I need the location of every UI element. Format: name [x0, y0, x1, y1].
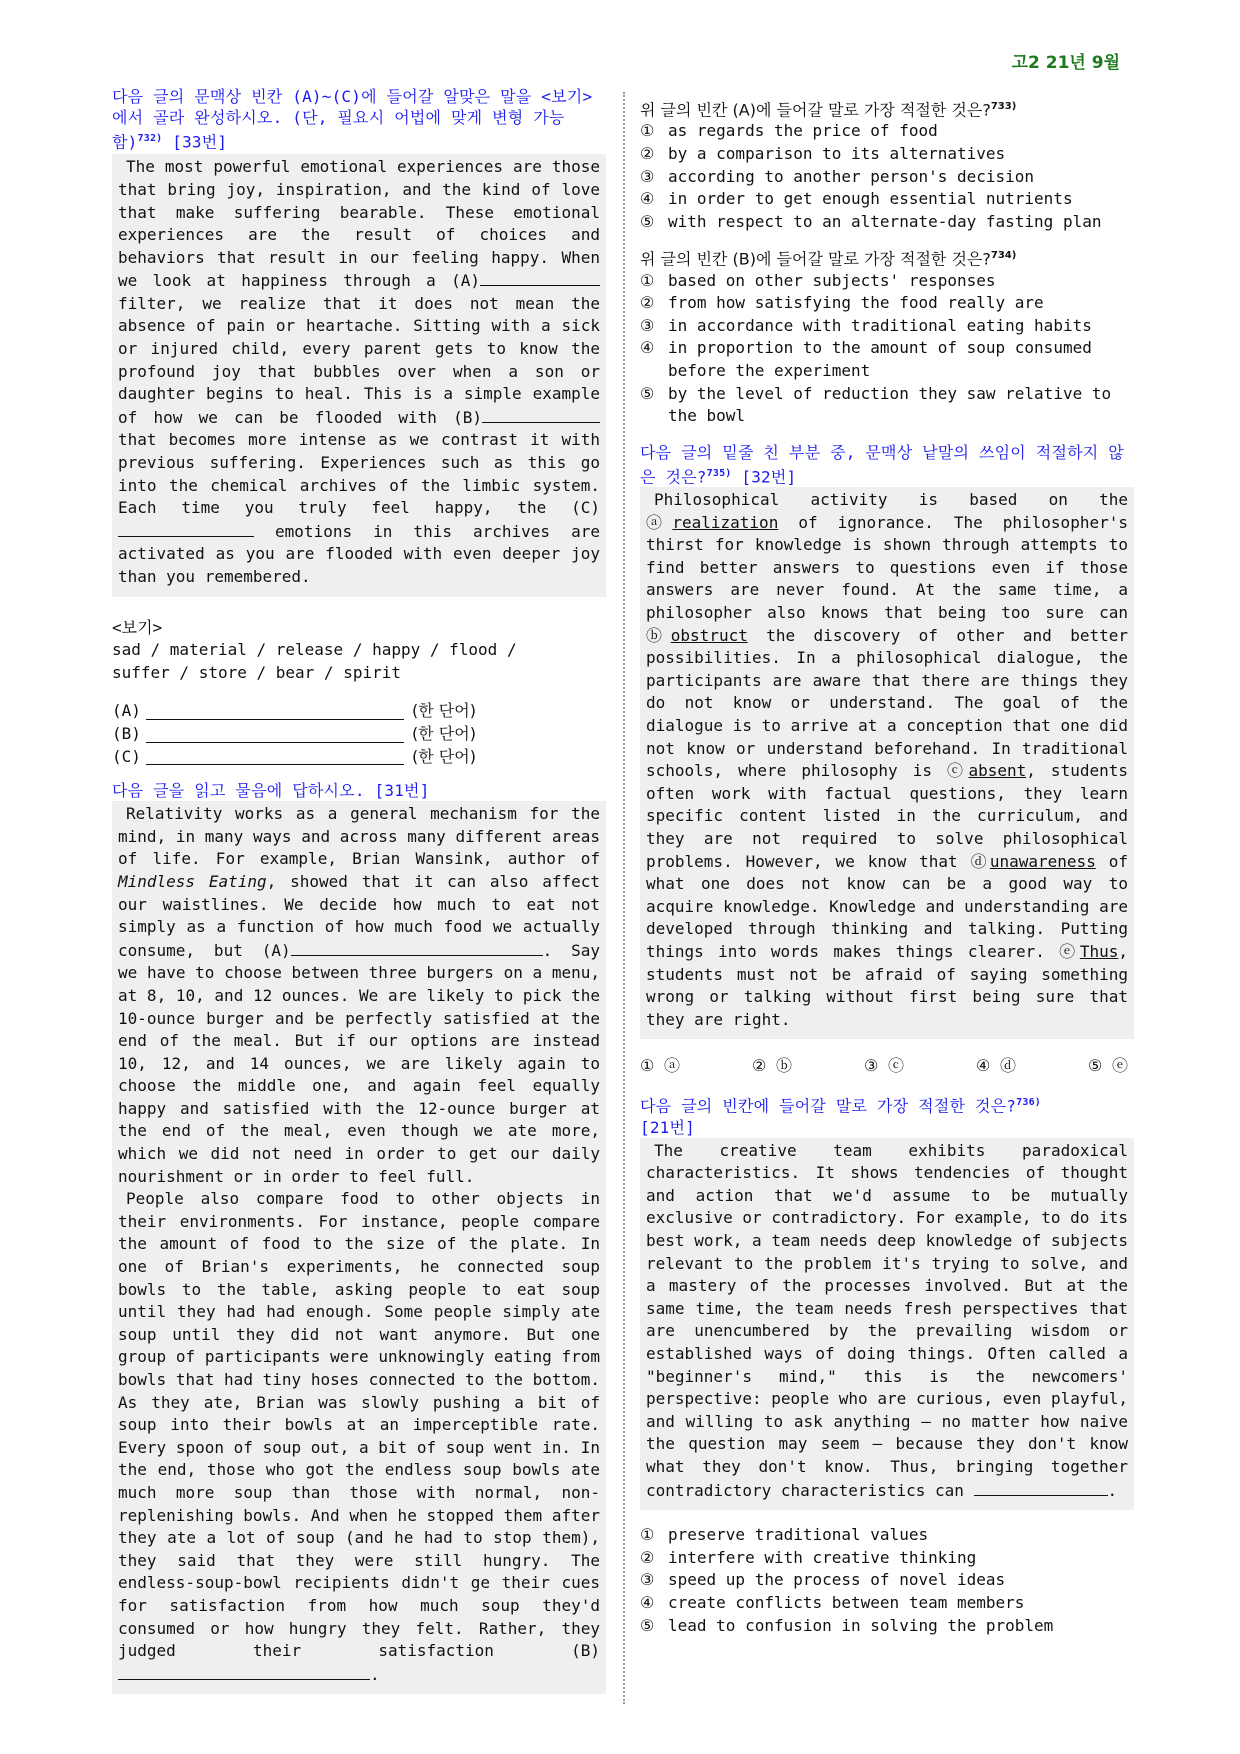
- option-mark: ④: [640, 189, 655, 209]
- option-text: in order to get enough essential nutrients: [668, 189, 1073, 209]
- q31-passage: [112, 801, 606, 1694]
- q734-title: [640, 245, 1134, 269]
- option[interactable]: [640, 1592, 1134, 1615]
- option-text: as regards the price of food: [668, 121, 938, 141]
- q732-text-4: emotions in this archives are activated as you are flooded with even deeper joy than you remembered.: [118, 521, 600, 587]
- option-text: preserve traditional values: [668, 1525, 929, 1545]
- option[interactable]: [640, 143, 1134, 166]
- q31-tag: [31번]: [374, 781, 430, 801]
- underlined-word-d: unawareness: [989, 851, 1096, 871]
- option-text: in accordance with traditional eating habits: [668, 315, 1092, 335]
- option[interactable]: [640, 166, 1134, 189]
- q733-options: [640, 120, 1134, 233]
- option[interactable]: [640, 1547, 1134, 1570]
- q736-tag: [21번]: [640, 1117, 695, 1137]
- underlined-word-a: realization: [672, 512, 779, 532]
- option-mark: ②: [640, 1547, 655, 1567]
- q732-text-2: filter, we realize that it does not mean the absence of pain or heartache. Sitting with a sick or injured child, every parent gets to know the profound joy that bubbles over when a son or daughter begins to heal. This is a simple example of how we can be flooded with (B): [118, 293, 600, 427]
- option-text: interfere with creative thinking: [668, 1547, 977, 1567]
- underlined-word-c: absent: [968, 761, 1027, 781]
- answer-line-b: [112, 723, 606, 746]
- option-text: according to another person's decision: [668, 166, 1035, 186]
- blank-a: [291, 939, 543, 956]
- option[interactable]: [640, 270, 1134, 293]
- blank-b: [482, 406, 600, 423]
- word-box-words-2: suffer / store / bear / spirit: [112, 662, 401, 682]
- q735-text-5: of what one does not know can be a good way to acquire knowledge. Knowledge and understanding are developed through thinking and talking. Putting things into words makes things clearer. ⓔ: [646, 851, 1128, 961]
- answer-note: (한 단어): [412, 723, 476, 743]
- option-mark: ④: [640, 1592, 655, 1612]
- column-divider: [623, 92, 625, 1704]
- right-column: [640, 96, 1134, 1637]
- q736-title: [640, 1092, 1134, 1137]
- q736-text-end: .: [1107, 1480, 1118, 1500]
- choice-3[interactable]: ③ ⓒ: [864, 1056, 904, 1076]
- answer-line-a: [112, 700, 606, 723]
- choice-2[interactable]: ② ⓑ: [752, 1056, 792, 1076]
- word-box-label: <보기>: [112, 617, 163, 637]
- option[interactable]: [640, 337, 1134, 382]
- option-mark: ②: [640, 293, 655, 313]
- q735-text-4: , students often work with factual questions, they learn specific content listed in the curriculum, and they are not required to solve philosophical problems. However, we know that ⓓ: [646, 761, 1128, 871]
- option[interactable]: [640, 1569, 1134, 1592]
- choice-4[interactable]: ④ ⓓ: [976, 1056, 1016, 1076]
- choice-5[interactable]: ⑤ ⓔ: [1088, 1056, 1128, 1076]
- q31-text-end: .: [370, 1664, 380, 1684]
- option-text: with respect to an alternate-day fasting plan: [668, 211, 1102, 231]
- option-text: speed up the process of novel ideas: [668, 1570, 1006, 1590]
- answer-label: (A): [112, 701, 141, 721]
- underlined-word-e: Thus: [1079, 941, 1119, 961]
- q735-number: 735): [706, 467, 732, 479]
- option-mark: ⑤: [640, 383, 655, 403]
- left-column: [112, 86, 606, 1694]
- q31-text-2: , showed that it can also affect our waistlines. We decide how much to eat not simply as a function of how much food we actually consume, but (A): [118, 871, 600, 960]
- q735-passage: [640, 487, 1134, 1039]
- word-box-words-1: sad / material / release / happy / flood /: [112, 640, 517, 660]
- option-mark: ⑤: [640, 1615, 655, 1635]
- blank: [974, 1479, 1108, 1496]
- answer-note: (한 단어): [412, 701, 476, 721]
- option[interactable]: [640, 211, 1134, 234]
- option-mark: ①: [640, 1525, 655, 1545]
- q734-options: [640, 270, 1134, 428]
- q732-text-3: that becomes more intense as we contrast it with previous suffering. Experiences such as this go into the chemical archives of the limbic system. Each time you truly feel happy, the (C): [118, 430, 600, 518]
- q732-tag: [33번]: [172, 132, 228, 152]
- q734-title-text: 위 글의 빈칸 (B)에 들어갈 말로 가장 적절한 것은?: [640, 249, 991, 269]
- q732-passage: [112, 154, 606, 596]
- q732-title: [112, 86, 606, 152]
- option[interactable]: [640, 120, 1134, 143]
- answer-blank[interactable]: [146, 748, 404, 765]
- answer-blank[interactable]: [146, 703, 404, 720]
- q31-text-1: Relativity works as a general mechanism for the mind, in many ways and across many different areas of life. For example, Brian Wansink, author of: [118, 804, 600, 869]
- option[interactable]: [640, 1524, 1134, 1547]
- option-text: from how satisfying the food really are: [668, 293, 1044, 313]
- blank-c: [118, 520, 254, 537]
- option[interactable]: [640, 383, 1134, 428]
- option-mark: ③: [640, 315, 655, 335]
- option-mark: ③: [640, 166, 655, 186]
- option-mark: ①: [640, 270, 655, 290]
- answer-note: (한 단어): [412, 746, 476, 766]
- q734-number: 734): [990, 250, 1017, 262]
- option-text: lead to confusion in solving the problem: [668, 1615, 1054, 1635]
- q735-tag: [32번]: [741, 467, 797, 487]
- blank-b: [118, 1663, 370, 1680]
- answer-label: (B): [112, 723, 141, 743]
- answer-blank[interactable]: [146, 726, 404, 743]
- option-text: in proportion to the amount of soup consumed before the experiment: [668, 338, 1092, 380]
- q31-title-text: 다음 글을 읽고 물음에 답하시오.: [112, 781, 365, 801]
- choice-1[interactable]: ① ⓐ: [640, 1056, 680, 1076]
- option[interactable]: [640, 315, 1134, 338]
- option[interactable]: [640, 1615, 1134, 1638]
- option-mark: ①: [640, 121, 655, 141]
- option-mark: ③: [640, 1570, 655, 1590]
- q736-number: 736): [1016, 1097, 1042, 1109]
- q735-title-text: 다음 글의 밑줄 친 부분 중, 문맥상 낱말의 쓰임이 적절하지 않은 것은?: [640, 442, 1124, 487]
- option[interactable]: [640, 188, 1134, 211]
- q736-text: The creative team exhibits paradoxical characteristics. It shows tendencies of thought and action that we'd assume to be mutually exclusive or contradictory. For example, to do its best work, a team needs deep knowledge of subjects relevant to the problem it's trying to solve, and a mastery of the processes involved. But at the same time, the team needs fresh perspectives that are unencumbered by the prevailing wisdom or established ways of doing things. Often called a "beginner's mind," this is the newcomers' perspective: people who are curious, even playful, and willing to ask anything — no matter how naive the question may seem — because they don't know what they don't know. Thus, bringing together contradictory characteristics can: [646, 1140, 1128, 1500]
- option-text: by a comparison to its alternatives: [668, 143, 1006, 163]
- q31-title: [112, 780, 606, 801]
- exam-header-label: 고2 21년 9월: [1011, 53, 1120, 73]
- q735-text-2: of ignorance. The philosopher's thirst for knowledge is shown through attempts to find better answers to questions even if those answers are never found. At the same time, a philosopher also knows that being too sure can ⓑ: [646, 512, 1128, 645]
- q735-text-1: Philosophical activity is based on the ⓐ: [646, 490, 1128, 532]
- q732-text-1: The most powerful emotional experiences are those that bring joy, inspiration, and the kind of love that make suffering bearable. These emotional experiences are the result of choices and behaviors that result in our feeling happy. When we look at happiness through a (A): [118, 157, 600, 291]
- option-mark: ⑤: [640, 211, 655, 231]
- q736-options: [640, 1524, 1134, 1637]
- underlined-word-b: obstruct: [670, 625, 748, 645]
- q732-number: 732): [137, 133, 163, 144]
- q735-text-3: the discovery of other and better possibilities. In a philosophical dialogue, the participants are aware that there are things they do not know or understand. The goal of the dialogue is to arrive at a conception that one did not know or understand beforehand. In traditional schools, where philosophy is ⓒ: [646, 625, 1128, 781]
- book-title: Mindless Eating: [118, 871, 267, 891]
- q735-text-6: , students must not be afraid of saying something wrong or talking without first being sure that they are right.: [646, 941, 1128, 1029]
- option-mark: ②: [640, 143, 655, 163]
- q31-text-3: . Say we have to choose between three burgers on a menu, at 8, 10, and 12 ounces. We are likely to pick the 10-ounce burger and be perfectly satisfied at the end of the meal. But if our options are instead 10, 12, and 14 ounces, we are likely again to choose the middle one, and again feel equally happy and satisfied with the 12-ounce burger at the end of the meal, even though we ate more, which we did not need in order to get our daily nourishment or in order to feel full.: [118, 940, 600, 1186]
- q31-text-4: People also compare food to other objects in their environments. For instance, people compare the amount of food to the size of the plate. In one of Brian's experiments, he connected soup bowls to the table, asking people to eat soup until they had had enough. Some people simply ate soup until they did not want anymore. But one group of participants were unknowingly eating from bowls that had tiny hoses connected to the bottom. As they ate, Brian was slowly pushing a bit of soup into their bowls at an imperceptible rate. Every spoon of soup out, a bit of soup went in. In the end, those who got the endless soup bowls ate much more soup than those with normal, non-replenishing bowls. And when he stopped them after they ate a lot of soup (and he had to stop them), they said that they were still hungry. The endless-soup-bowl recipients didn't ge their cues for satisfaction from how much soup they'd consumed or how hungry they felt. Rather, they judged their satisfaction (B): [118, 1189, 600, 1661]
- q735-title: [640, 442, 1134, 487]
- q736-title-text: 다음 글의 빈칸에 들어갈 말로 가장 적절한 것은?: [640, 1096, 1017, 1116]
- answer-line-c: [112, 746, 606, 769]
- option-text: by the level of reduction they saw relative to the bowl: [668, 383, 1112, 426]
- q733-number: 733): [990, 101, 1017, 112]
- q733-title-text: 위 글의 빈칸 (A)에 들어갈 말로 가장 적절한 것은?: [640, 100, 991, 120]
- option[interactable]: [640, 292, 1134, 315]
- option-text: create conflicts between team members: [668, 1592, 1025, 1612]
- option-text: based on other subjects' responses: [668, 270, 996, 290]
- q732-title-text: 다음 글의 문맥상 빈칸 (A)~(C)에 들어갈 알맞은 말을 <보기>에서 골라 완성하시오. (단, 필요시 어법에 맞게 변형 가능함): [112, 87, 593, 152]
- option-mark: ④: [640, 338, 655, 358]
- q736-passage: [640, 1138, 1134, 1511]
- answer-label: (C): [112, 746, 141, 766]
- q735-choices: [640, 1053, 1134, 1076]
- q733-title: [640, 96, 1134, 120]
- blank-a: [480, 269, 600, 286]
